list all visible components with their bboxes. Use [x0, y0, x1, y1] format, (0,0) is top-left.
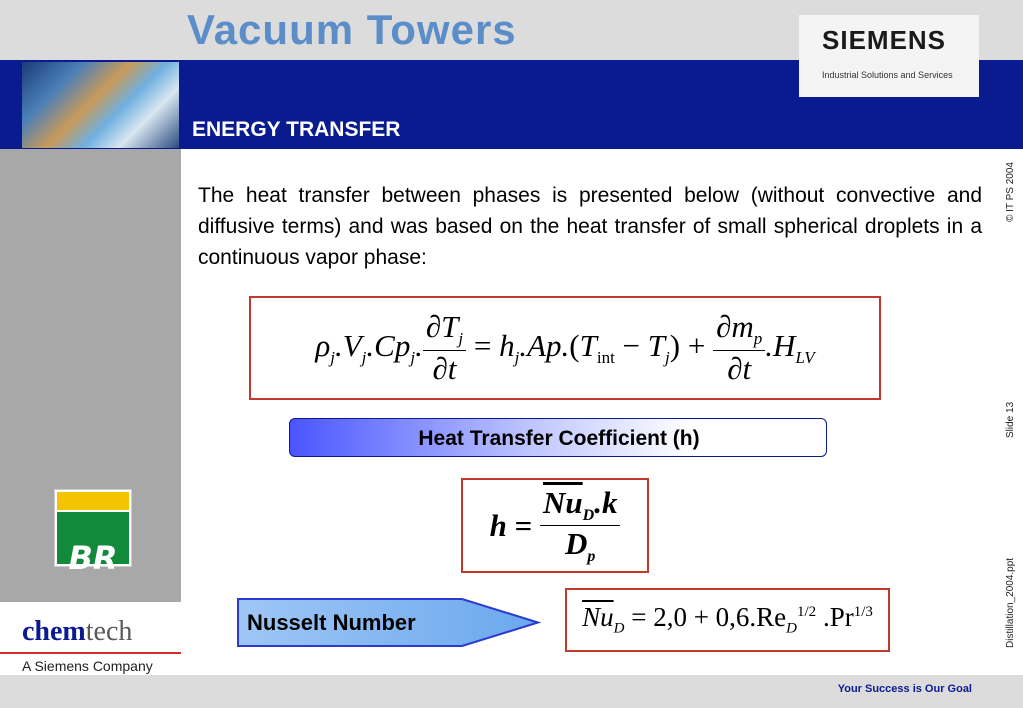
siemens-logo	[799, 15, 979, 97]
file-name-label: Distillation_2004.ppt	[1005, 557, 1016, 648]
footer-left	[0, 675, 181, 708]
footer	[181, 675, 1023, 708]
chemtech-part2: tech	[85, 616, 133, 647]
br-logo-yellow	[57, 492, 129, 510]
page-title: Vacuum Towers	[187, 6, 517, 53]
energy-balance-equation: $\rho_j.V_j.Cp_j$. $\frac{\partial T_j}{\partial t}$ = $h_j.Ap.(T_{int} - T_j)$ + $\frac{\partial m_p}{\partial t}$ $.H_{LV}$	[249, 296, 881, 400]
chemtech-part1: chem	[22, 616, 86, 647]
siemens-logo-name: SIEMENS	[822, 25, 947, 55]
nusselt-equation: $\overline{Nu}_D = 2,0 + 0,6.Re_D^{1/2}$ $.Pr^{1/3}$	[565, 588, 890, 652]
nu-k-over-dp-fraction: $\frac{\overline{Nu}_D.k}{D_p}$	[540, 485, 620, 566]
chemtech-wordmark	[22, 616, 132, 648]
heat-transfer-coefficient-label: Heat Transfer Coefficient (h)	[418, 427, 700, 450]
heat-transfer-coefficient-equation: h = $\frac{\overline{Nu}_D.k}{D_p}$	[461, 478, 649, 573]
siemens-logo-tagline: Industrial Solutions and Services	[822, 70, 953, 80]
intro-paragraph: The heat transfer between phases is presented below (without convective and diffusive terms) and was based on the heat transfer of small spherical droplets in a continuous vapor phase:	[198, 184, 982, 269]
slide-number-label: Slide 13	[1005, 401, 1016, 438]
footer-tagline: Your Success is Our Goal	[837, 683, 972, 695]
br-logo-text: BR	[68, 539, 118, 577]
section-subtitle: ENERGY TRANSFER	[192, 118, 401, 141]
copyright-label: © IT PS 2004	[1005, 162, 1016, 222]
heat-transfer-coefficient-banner	[289, 418, 827, 457]
left-sidebar	[0, 149, 181, 675]
chemtech-company: A Siemens Company	[22, 658, 153, 674]
dmp-dt-fraction: $\frac{\partial m_p}{\partial t}$	[713, 309, 765, 386]
br-logo	[54, 489, 132, 577]
chemtech-divider	[0, 652, 181, 654]
chemtech-logo	[0, 602, 181, 675]
br-logo-green	[57, 512, 129, 577]
header-photo	[22, 62, 179, 148]
dTj-dt-fraction: $\frac{\partial T_j}{\partial t}$	[423, 309, 466, 386]
nusselt-number-label: Nusselt Number	[247, 610, 416, 635]
